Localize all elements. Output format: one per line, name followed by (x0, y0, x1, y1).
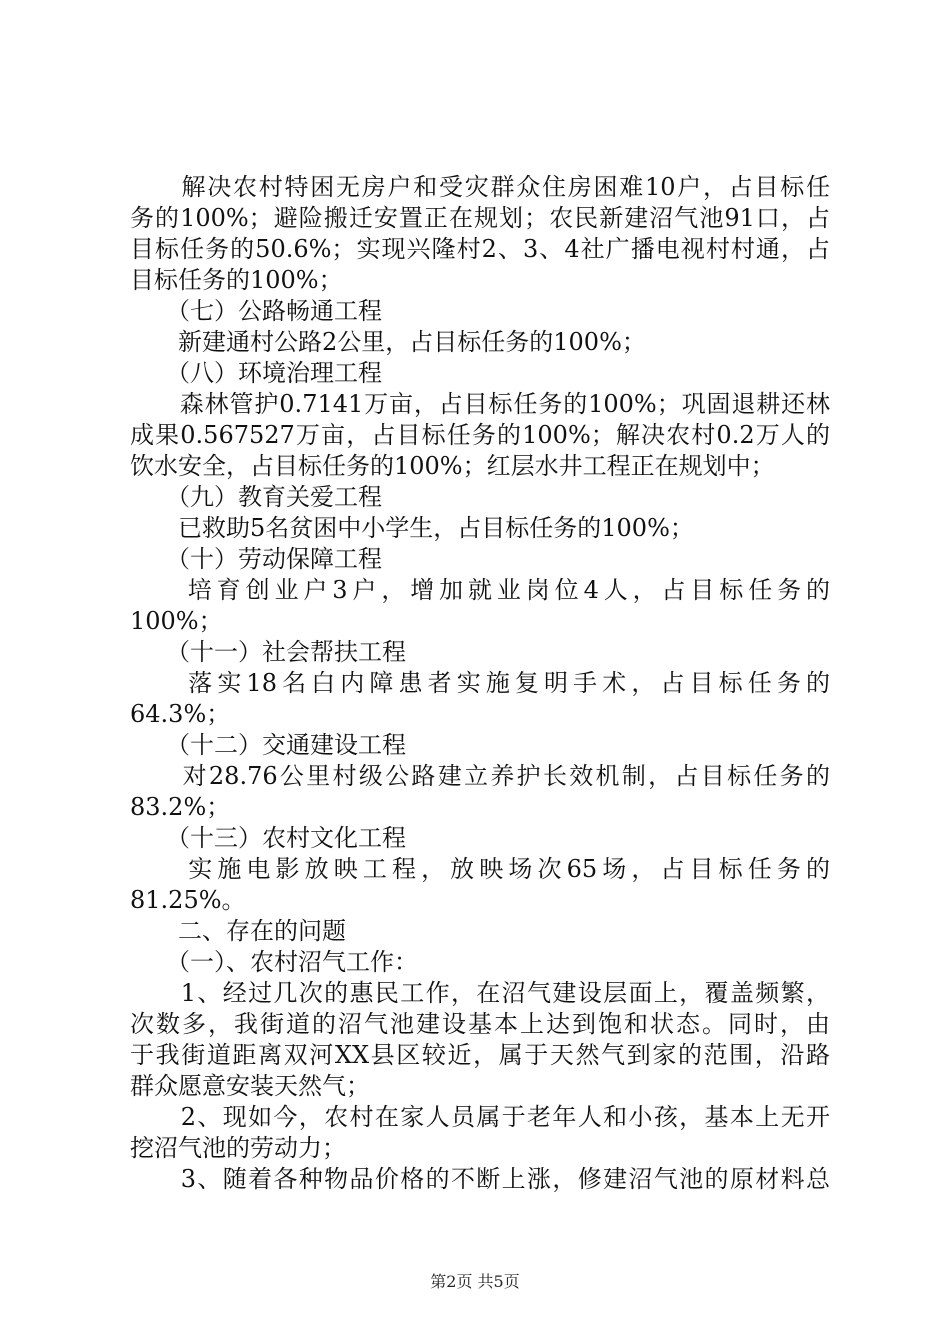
section-heading: （八）环境治理工程 (130, 359, 382, 387)
text-line: 森林管护0.7141万亩，占目标任务的100%；巩固退耕还林 (130, 390, 830, 418)
section-heading: （七）公路畅通工程 (130, 297, 382, 325)
text-line: 新建通村公路2公里，占目标任务的100%； (130, 328, 646, 356)
text-line: 83.2%； (130, 793, 231, 821)
section-heading: （九）教育关爱工程 (130, 483, 382, 511)
text-line: 81.25%。 (130, 886, 246, 914)
text-line: 1、经过几次的惠民工作，在沼气建设层面上，覆盖频繁， (130, 979, 830, 1007)
text-line: 培育创业户3户，增加就业岗位4人，占目标任务的 (130, 576, 830, 604)
text-line: 解决农村特困无房户和受灾群众住房困难10户，占目标任 (130, 173, 830, 201)
text-line: 落实18名白内障患者实施复明手术，占目标任务的 (130, 669, 830, 697)
text-line: 对28.76公里村级公路建立养护长效机制，占目标任务的 (130, 762, 830, 790)
text-line: 于我街道距离双河XX县区较近，属于天然气到家的范围，沿路 (130, 1041, 830, 1069)
text-line: 次数多，我街道的沼气池建设基本上达到饱和状态。同时，由 (130, 1010, 830, 1038)
text-line: 实施电影放映工程，放映场次65场，占目标任务的 (130, 855, 830, 883)
section-heading: （一）、农村沼气工作： (130, 948, 418, 976)
text-line: 饮水安全，占目标任务的100%；红层水井工程正在规划中； (130, 452, 775, 480)
text-line: 群众愿意安装天然气； (130, 1072, 370, 1100)
page-number-footer: 第2页 共5页 (430, 1272, 520, 1291)
section-heading: （十一）社会帮扶工程 (130, 638, 406, 666)
section-heading: （十）劳动保障工程 (130, 545, 382, 573)
text-line: 目标任务的100%； (130, 266, 343, 294)
text-line: 务的100%；避险搬迁安置正在规划；农民新建沼气池91口，占 (130, 204, 830, 232)
text-line: 成果0.567527万亩，占目标任务的100%；解决农村0.2万人的 (130, 421, 830, 449)
text-line: 64.3%； (130, 700, 231, 728)
section-heading: 二、存在的问题 (130, 917, 346, 945)
section-heading: （十三）农村文化工程 (130, 824, 406, 852)
text-line: 挖沼气池的劳动力； (130, 1134, 346, 1162)
section-heading: （十二）交通建设工程 (130, 731, 406, 759)
text-line: 2、现如今，农村在家人员属于老年人和小孩，基本上无开 (130, 1103, 830, 1131)
text-line: 目标任务的50.6%；实现兴隆村2、3、4社广播电视村村通，占 (130, 235, 830, 263)
text-line: 3、随着各种物品价格的不断上涨，修建沼气池的原材料总 (130, 1165, 830, 1193)
text-line: 100%； (130, 607, 223, 635)
text-line: 已救助5名贫困中小学生，占目标任务的100%； (130, 514, 694, 542)
